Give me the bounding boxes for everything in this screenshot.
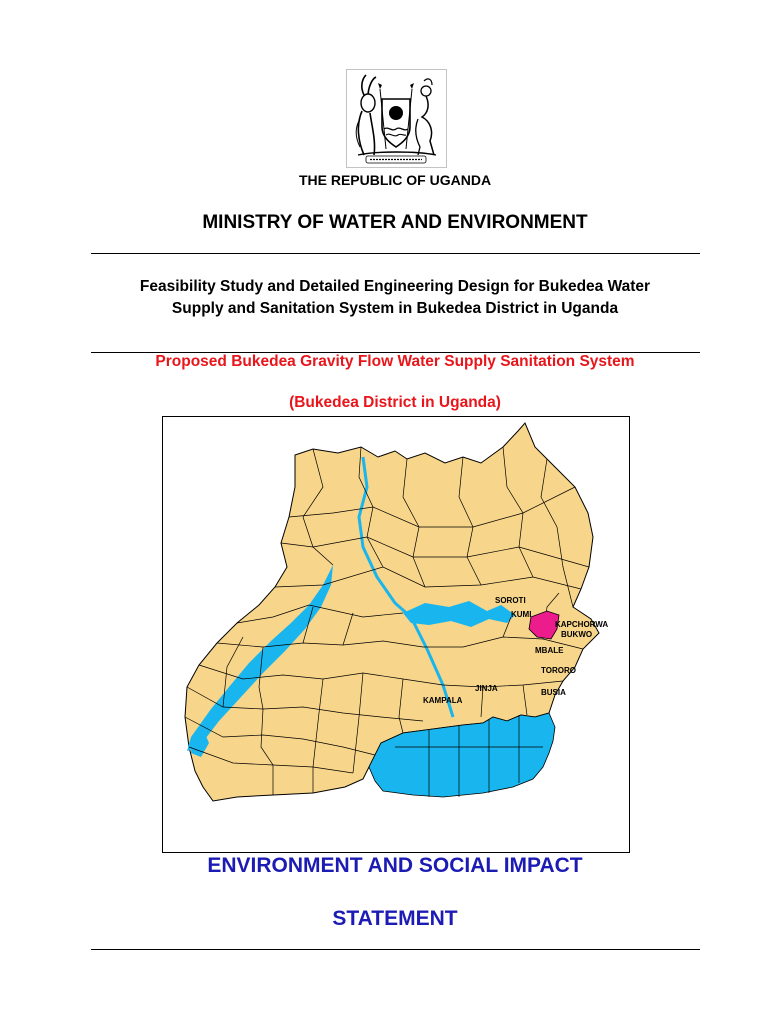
uganda-district-map <box>162 416 630 853</box>
divider <box>91 949 700 950</box>
report-title-line-2: STATEMENT <box>332 907 458 930</box>
coat-of-arms-icon <box>346 69 447 168</box>
divider <box>91 253 700 254</box>
study-title-line-1: Feasibility Study and Detailed Engineering Design for Bukedea Water <box>139 278 651 295</box>
study-title <box>80 276 710 320</box>
study-title-line-2: Supply and Sanitation System in Bukedea District in Uganda <box>171 300 619 317</box>
map-label-mbale: MBALE <box>535 646 564 655</box>
map-label-tororo: TORORO <box>541 666 576 675</box>
map-label-soroti: SOROTI <box>495 596 526 605</box>
map-label-kumi: KUMI <box>511 610 532 619</box>
map-label-jinja: JINJA <box>475 684 498 693</box>
district-subtitle: (Bukedea District in Uganda) <box>289 394 501 411</box>
ministry-heading: MINISTRY OF WATER AND ENVIRONMENT <box>202 212 588 233</box>
proposed-system-title: Proposed Bukedea Gravity Flow Water Supply Sanitation System <box>155 353 635 370</box>
map-label-busia: BUSIA <box>541 688 566 697</box>
map-label-kampala: KAMPALA <box>423 696 463 705</box>
map-label-bukwo: BUKWO <box>561 630 593 639</box>
republic-heading: THE REPUBLIC OF UGANDA <box>298 172 492 188</box>
map-label-kapchorwa: KAPCHORWA <box>555 620 609 629</box>
report-title-line-1: ENVIRONMENT AND SOCIAL IMPACT <box>207 854 583 877</box>
